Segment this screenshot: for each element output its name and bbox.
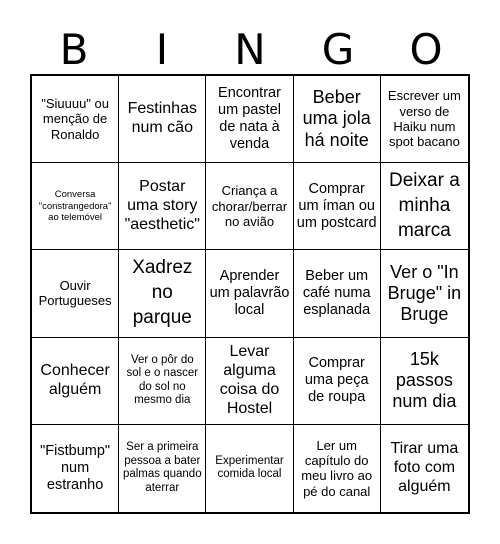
header-letter-o: O xyxy=(409,25,443,74)
header-letter-i: I xyxy=(155,25,169,74)
bingo-cell-r1c3[interactable]: Encontrar um pastel de nata à venda xyxy=(206,76,293,163)
bingo-cell-r3c3[interactable]: Aprender um palavrão local xyxy=(206,250,293,337)
bingo-cell-r1c1[interactable]: "Siuuuu" ou menção de Ronaldo xyxy=(32,76,119,163)
header-letter-n: N xyxy=(234,25,266,74)
bingo-cell-r2c3[interactable]: Criança a chorar/berrar no avião xyxy=(206,163,293,250)
header-letter-b: B xyxy=(59,25,89,74)
bingo-cell-r5c2[interactable]: Ser a primeira pessoa a bater palmas quando aterrar xyxy=(119,425,206,512)
bingo-cell-r2c5[interactable]: Deixar a minha marca xyxy=(381,163,468,250)
bingo-cell-r2c2[interactable]: Postar uma story "aesthetic" xyxy=(119,163,206,250)
bingo-cell-r5c3[interactable]: Experimentar comida local xyxy=(206,425,293,512)
bingo-cell-r5c5[interactable]: Tirar uma foto com alguém xyxy=(390,440,459,495)
bingo-cell-r4c1[interactable]: Conhecer alguém xyxy=(32,338,119,425)
header-letter-g: G xyxy=(321,25,355,74)
bingo-cell-r3c2[interactable]: Xadrez no parque xyxy=(119,250,206,337)
bingo-cell-r4c4[interactable]: Comprar uma peça de roupa xyxy=(294,338,381,425)
bingo-cell-r4c3[interactable]: Levar alguma coisa do Hostel xyxy=(206,338,293,425)
bingo-cell-r4c2[interactable]: Ver o pôr do sol e o nascer do sol no mesmo dia xyxy=(119,338,206,425)
bingo-cell-r1c4[interactable]: Beber uma jola há noite xyxy=(294,76,381,163)
bingo-board xyxy=(30,74,470,514)
bingo-cell-r2c4[interactable]: Comprar um íman ou um postcard xyxy=(294,163,381,250)
bingo-cell-r3c5[interactable]: Ver o "In Bruge" in Bruge xyxy=(381,250,468,337)
bingo-cell-r2c1[interactable]: Conversa "constrangedora" ao telemóvel xyxy=(32,163,119,250)
bingo-cell-r1c5[interactable]: Escrever um verso de Haiku num spot bacano xyxy=(381,76,468,163)
bingo-cell-r3c1[interactable]: Ouvir Portugueses xyxy=(32,250,119,337)
bingo-cell-r1c2[interactable]: Festinhas num cão xyxy=(119,76,206,163)
bingo-cell-r5c4[interactable]: Ler um capítulo do meu livro ao pé do canal xyxy=(294,425,381,512)
bingo-cell-r3c4[interactable]: Beber um café numa esplanada xyxy=(294,250,381,337)
bingo-cell-r4c5[interactable]: 15k passos num dia xyxy=(381,338,468,425)
bingo-cell-r5c1[interactable]: "Fistbump" num estranho xyxy=(32,425,119,512)
bingo-header xyxy=(30,26,470,74)
